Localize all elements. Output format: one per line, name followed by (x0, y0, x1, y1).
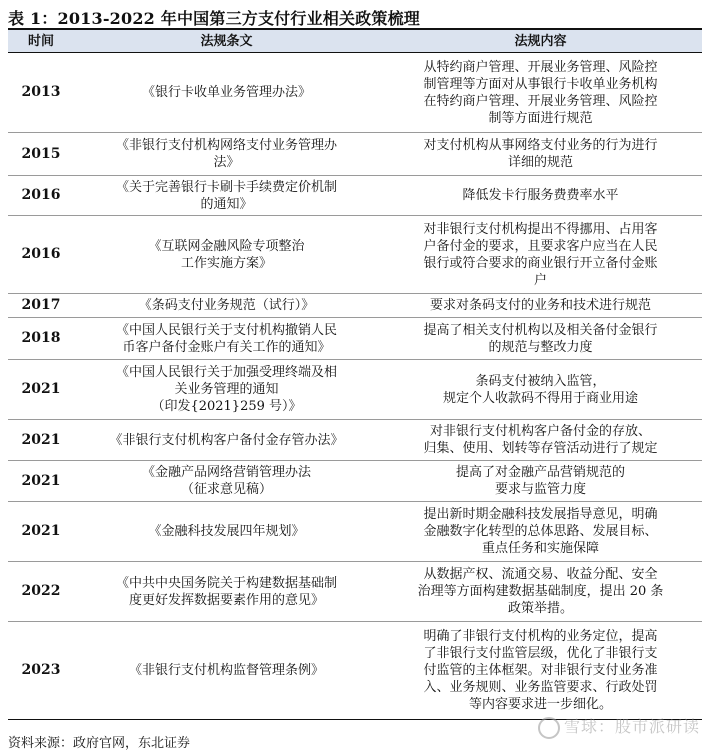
row-law: 《非银行支付机构客户备付金存管办法》 (74, 420, 379, 461)
row-law: 《中国人民银行关于支付机构撤销人民 币客户备付金账户有关工作的通知》 (74, 318, 379, 360)
row-year: 2022 (8, 562, 74, 622)
row-law: 《关于完善银行卡刷卡手续费定价机制 的通知》 (74, 176, 379, 216)
row-law: 《中国人民银行关于加强受理终端及相 关业务管理的通知 （印发{2021}259 号）》 (74, 360, 379, 420)
row-content: 从数据产权、流通交易、收益分配、安全 治理等方面构建数据基础制度，提出 20 条 政策举措。 (379, 562, 702, 622)
row-content: 提出新时期金融科技发展指导意见，明确 金融数字化转型的总体思路、发展目标、 重点任务和实施保障 (379, 502, 702, 562)
snowball-logo-icon (538, 717, 560, 739)
row-law: 《银行卡收单业务管理办法》 (74, 53, 379, 133)
policy-table (8, 28, 702, 720)
row-content: 要求对条码支付的业务和技术进行规范 (379, 294, 702, 318)
row-year: 2018 (8, 318, 74, 360)
table-title: 表 1：2013-2022 年中国第三方支付行业相关政策梳理 (8, 9, 420, 28)
watermark (538, 714, 700, 739)
header-content: 法规内容 (379, 29, 702, 53)
row-law: 《非银行支付机构网络支付业务管理办 法》 (74, 133, 379, 176)
row-content: 降低发卡行服务费费率水平 (379, 176, 702, 216)
table-row (8, 133, 702, 176)
row-year: 2016 (8, 176, 74, 216)
row-content: 明确了非银行支付机构的业务定位，提高 了非银行支付监管层级，优化了非银行支 付监管的主体框架。对非银行支付业务准 入、业务规则、业务监管要求、行政处罚 等内容要求进一步细化。 (379, 622, 702, 720)
row-law: 《互联网金融风险专项整治 工作实施方案》 (74, 216, 379, 294)
row-content: 提高了对金融产品营销规范的 要求与监管力度 (379, 461, 702, 502)
row-content: 对支付机构从事网络支付业务的行为进行 详细的规范 (379, 133, 702, 176)
row-law: 《非银行支付机构监督管理条例》 (74, 622, 379, 720)
source-note: 资料来源：政府官网，东北证券 (8, 736, 191, 751)
row-year: 2016 (8, 216, 74, 294)
row-year: 2013 (8, 53, 74, 133)
row-content: 提高了相关支付机构以及相关备付金银行 的规范与整改力度 (379, 318, 702, 360)
table-row (8, 420, 702, 461)
table-row (8, 318, 702, 360)
table-row (8, 176, 702, 216)
row-content: 条码支付被纳入监管， 规定个人收款码不得用于商业用途 (379, 360, 702, 420)
table-row (8, 360, 702, 420)
row-year: 2017 (8, 294, 74, 318)
header-law: 法规条文 (74, 29, 379, 53)
table-row (8, 461, 702, 502)
table-row (8, 216, 702, 294)
row-law: 《金融科技发展四年规划》 (74, 502, 379, 562)
row-year: 2021 (8, 461, 74, 502)
table-row (8, 562, 702, 622)
row-content: 从特约商户管理、开展业务管理、风险控 制管理等方面对从事银行卡收单业务机构 在特约商户管理、开展业务管理、风险控 制等方面进行规范 (379, 53, 702, 133)
row-law: 《条码支付业务规范（试行）》 (74, 294, 379, 318)
row-year: 2023 (8, 622, 74, 720)
table-row (8, 622, 702, 720)
table-row (8, 53, 702, 133)
row-content: 对非银行支付机构提出不得挪用、占用客 户备付金的要求，且要求客户应当在人民 银行或符合要求的商业银行开立备付金账 户 (379, 216, 702, 294)
row-law: 《中共中央国务院关于构建数据基础制 度更好发挥数据要素作用的意见》 (74, 562, 379, 622)
watermark-text: 雪球：股市派研读 (563, 717, 700, 736)
table-row (8, 294, 702, 318)
row-content: 对非银行支付机构客户备付金的存放、 归集、使用、划转等存管活动进行了规定 (379, 420, 702, 461)
header-year: 时间 (8, 29, 74, 53)
row-year: 2015 (8, 133, 74, 176)
row-year: 2021 (8, 360, 74, 420)
row-year: 2021 (8, 502, 74, 562)
row-year: 2021 (8, 420, 74, 461)
row-law: 《金融产品网络营销管理办法 （征求意见稿） (74, 461, 379, 502)
table-header-row (8, 29, 702, 53)
table-row (8, 502, 702, 562)
